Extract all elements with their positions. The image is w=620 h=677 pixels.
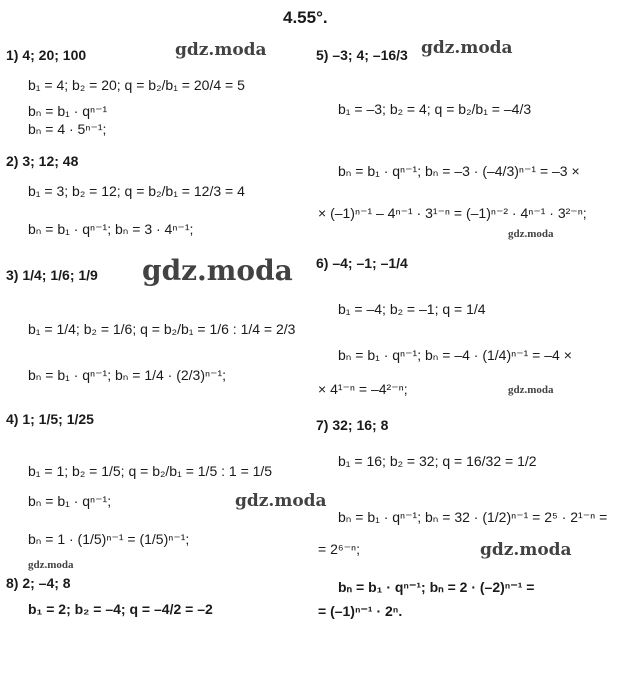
- watermark: gdz.moda: [28, 559, 74, 571]
- problem-1-heading: 1) 4; 20; 100: [6, 47, 87, 63]
- problem-5-line: bₙ = b₁ · qⁿ⁻¹; bₙ = –3 · (–4/3)ⁿ⁻¹ = –3 ×: [338, 163, 580, 179]
- problem-1-line: bₙ = 4 · 5ⁿ⁻¹;: [28, 121, 107, 137]
- watermark: gdz.moda: [175, 40, 267, 60]
- exercise-title: 4.55°.: [283, 8, 328, 27]
- problem-6-heading: 6) –4; –1; –1/4: [316, 255, 408, 271]
- problem-5-heading: 5) –3; 4; –16/3: [316, 47, 408, 63]
- problem-1-line: b₁ = 4; b₂ = 20; q = b₂/b₁ = 20/4 = 5: [28, 77, 245, 93]
- watermark: gdz.moda: [421, 38, 513, 58]
- problem-4-line: bₙ = 1 · (1/5)ⁿ⁻¹ = (1/5)ⁿ⁻¹;: [28, 531, 190, 547]
- problem-2-line: b₁ = 3; b₂ = 12; q = b₂/b₁ = 12/3 = 4: [28, 183, 245, 199]
- problem-7-heading: 7) 32; 16; 8: [316, 417, 389, 433]
- problem-3-heading: 3) 1/4; 1/6; 1/9: [6, 267, 98, 283]
- problem-8-line: = (–1)ⁿ⁻¹ · 2ⁿ.: [318, 603, 403, 619]
- problem-4-line: bₙ = b₁ · qⁿ⁻¹;: [28, 493, 112, 509]
- problem-4-heading: 4) 1; 1/5; 1/25: [6, 411, 94, 427]
- problem-6-line: b₁ = –4; b₂ = –1; q = 1/4: [338, 301, 486, 317]
- problem-8-heading: 8) 2; –4; 8: [6, 575, 71, 591]
- problem-5-line: b₁ = –3; b₂ = 4; q = b₂/b₁ = –4/3: [338, 101, 532, 117]
- problem-7-line: b₁ = 16; b₂ = 32; q = 16/32 = 1/2: [338, 453, 537, 469]
- watermark: gdz.moda: [508, 384, 554, 396]
- problem-6-line: × 4¹⁻ⁿ = –4²⁻ⁿ;: [318, 381, 408, 397]
- problem-5-line: × (–1)ⁿ⁻¹ – 4ⁿ⁻¹ · 3¹⁻ⁿ = (–1)ⁿ⁻² · 4ⁿ⁻¹ · 3²⁻ⁿ;: [318, 205, 587, 221]
- watermark: gdz.moda: [235, 491, 327, 511]
- problem-8-line: bₙ = b₁ · qⁿ⁻¹; bₙ = 2 · (–2)ⁿ⁻¹ =: [338, 579, 535, 595]
- watermark: gdz.moda: [508, 228, 554, 240]
- problem-3-line: b₁ = 1/4; b₂ = 1/6; q = b₂/b₁ = 1/6 : 1/4 = 2/3: [28, 321, 296, 337]
- watermark: gdz.moda: [480, 540, 572, 560]
- problem-1-line: bₙ = b₁ · qⁿ⁻¹: [28, 103, 108, 119]
- problem-2-line: bₙ = b₁ · qⁿ⁻¹; bₙ = 3 · 4ⁿ⁻¹;: [28, 221, 194, 237]
- watermark: gdz.moda: [142, 254, 293, 287]
- problem-4-line: b₁ = 1; b₂ = 1/5; q = b₂/b₁ = 1/5 : 1 = 1/5: [28, 463, 273, 479]
- problem-2-heading: 2) 3; 12; 48: [6, 153, 79, 169]
- problem-7-line: bₙ = b₁ · qⁿ⁻¹; bₙ = 32 · (1/2)ⁿ⁻¹ = 2⁵ · 2¹⁻ⁿ =: [338, 509, 608, 525]
- problem-6-line: bₙ = b₁ · qⁿ⁻¹; bₙ = –4 · (1/4)ⁿ⁻¹ = –4 ×: [338, 347, 572, 363]
- problem-3-line: bₙ = b₁ · qⁿ⁻¹; bₙ = 1/4 · (2/3)ⁿ⁻¹;: [28, 367, 227, 383]
- problem-8-line: b₁ = 2; b₂ = –4; q = –4/2 = –2: [28, 601, 213, 617]
- problem-7-line: = 2⁶⁻ⁿ;: [318, 541, 360, 557]
